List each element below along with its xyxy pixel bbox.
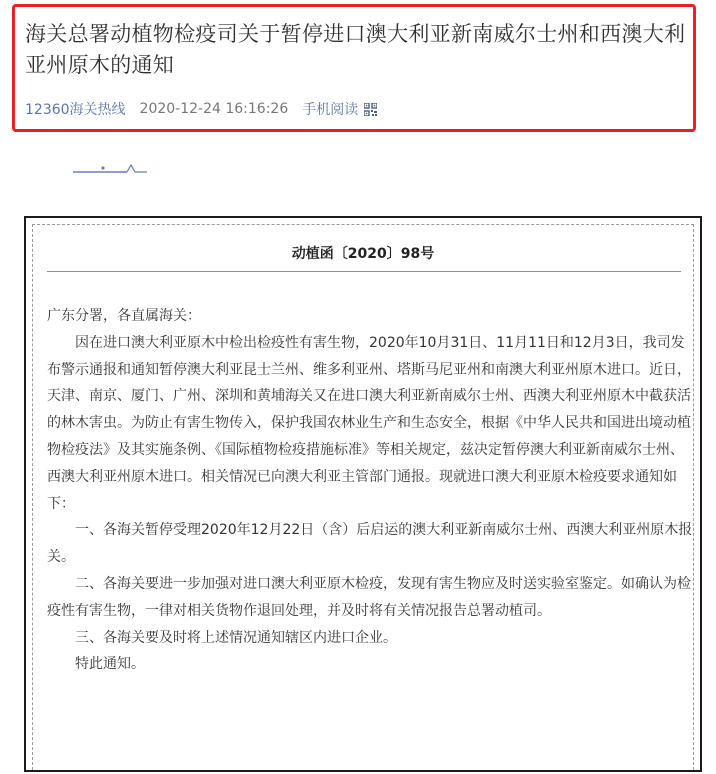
document-inner-frame xyxy=(32,224,694,770)
article-header xyxy=(12,4,696,132)
salutation: 广东分署，各直属海关： xyxy=(47,308,201,324)
document-body xyxy=(47,303,693,678)
paragraph: 因在进口澳大利亚原木中检出检疫性有害生物，2020年10月31日、11月11日和12月3日，我司发布警示通报和通知暂停澳大利亚昆士兰州、维多利亚州、塔斯马尼亚州和南澳大利亚州原木进口。近日，天津、南京、厦门、广州、深圳和黄埔海关又在进口澳大利亚新南威尔士州、西澳大利亚州原木中截获活的林木害虫。为防止有害生物传入，保护我国农林业生产和生态安全，根据《中华人民共和国进出境动植物检疫法》及其实施条例、《国际植物检疫措施标准》等相关规定，兹决定暂停澳大利亚新南威尔士州、西澳大利亚州原木进口。相关情况已向澳大利亚主管部门通报。现就进口澳大利亚原木检疫要求通知如下： xyxy=(47,334,691,512)
article-meta xyxy=(25,99,377,119)
paragraph: 一、各海关暂停受理2020年12月22日（含）后启运的澳大利亚新南威尔士州、西澳大利亚州原木报关。 xyxy=(47,522,693,566)
article-title: 海关总署动植物检疫司关于暂停进口澳大利亚新南威尔士州和西澳大利亚州原木的通知 xyxy=(25,22,686,77)
paragraph: 二、各海关要进一步加强对进口澳大利亚原木检疫，发现有害生物应及时送实验室鉴定。如确认为检疫性有害生物，一律对相关货物作退回处理，并及时将有关情况报告总署动植司。 xyxy=(47,575,691,619)
document-number: 动植函〔2020〕98号 xyxy=(291,246,435,262)
qr-code-icon[interactable] xyxy=(364,103,377,116)
publish-datetime: 2020-12-24 16:16:26 xyxy=(139,101,289,117)
mobile-read-link[interactable]: 手机阅读 xyxy=(302,102,359,118)
title-divider xyxy=(47,271,681,272)
closing-line: 特此通知。 xyxy=(75,656,145,673)
document-frame xyxy=(24,216,702,772)
paragraph: 三、各海关要及时将上述情况通知辖区内进口企业。 xyxy=(75,629,397,646)
decorative-divider-icon xyxy=(73,160,147,174)
source-link[interactable]: 12360海关热线 xyxy=(25,102,126,118)
